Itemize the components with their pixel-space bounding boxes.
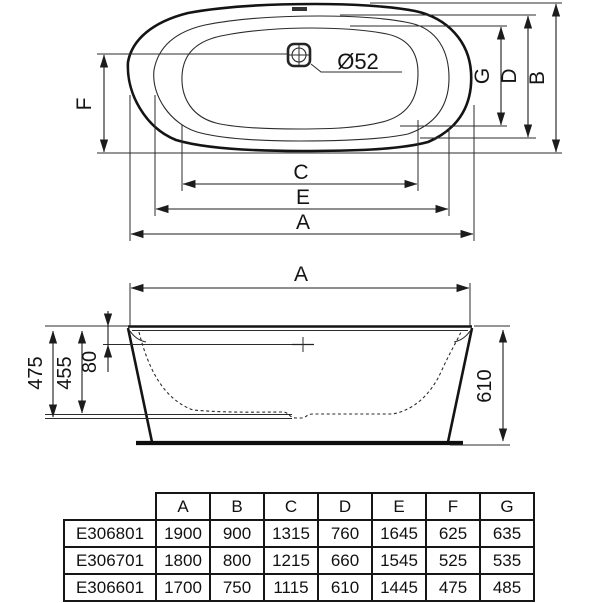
table-cell: 635 [480, 520, 534, 547]
product-code-cell: E306701 [64, 547, 156, 574]
dim-label-a-top: A [295, 211, 311, 234]
table-cell: 535 [480, 547, 534, 574]
table-header-c: C [264, 493, 318, 520]
drain-diameter-label: Ø52 [337, 49, 379, 74]
table-cell: 625 [426, 520, 480, 547]
table-cell: 1900 [156, 520, 210, 547]
dim-label-475: 475 [25, 356, 47, 390]
table-row [64, 574, 534, 601]
table-cell: 760 [318, 520, 372, 547]
dim-label-455: 455 [54, 356, 76, 390]
table-cell: 1545 [372, 547, 426, 574]
table-cell: 475 [426, 574, 480, 601]
table-cell: 660 [318, 547, 372, 574]
table-header-g: G [480, 493, 534, 520]
table-cell: 485 [480, 574, 534, 601]
table-cell: 1215 [264, 547, 318, 574]
dimension-table [63, 492, 535, 602]
table-cell: 800 [210, 547, 264, 574]
table-header-a: A [156, 493, 210, 520]
table-header-b: B [210, 493, 264, 520]
dim-label-g: G [471, 67, 494, 85]
table-cell: 1115 [264, 574, 318, 601]
dim-label-e: E [295, 186, 311, 209]
dim-label-f: F [73, 97, 96, 111]
table-row [64, 520, 534, 547]
table-cell: 1645 [372, 520, 426, 547]
side-view [25, 263, 510, 445]
product-code-cell: E306601 [64, 574, 156, 601]
tub-rim-inner-outline [154, 16, 449, 141]
table-header-row [64, 493, 534, 520]
overflow-mark [292, 7, 307, 11]
dim-label-a-side: A [293, 263, 309, 286]
table-cell: 900 [210, 520, 264, 547]
table-cell: 1800 [156, 547, 210, 574]
dim-label-c: C [293, 161, 309, 184]
left-wall [128, 328, 152, 442]
table-row [64, 547, 534, 574]
table-cell: 1445 [372, 574, 426, 601]
table-cell: 610 [318, 574, 372, 601]
product-code-cell: E306801 [64, 520, 156, 547]
table-cell: 750 [210, 574, 264, 601]
table-header-f: F [426, 493, 480, 520]
centerline-mark [292, 337, 314, 352]
table-corner-blank [64, 493, 156, 520]
table-header-d: D [318, 493, 372, 520]
right-wall [448, 328, 472, 442]
dim-label-b: B [526, 70, 549, 86]
dim-label-80: 80 [79, 350, 101, 374]
top-view [73, 3, 562, 241]
table-cell: 525 [426, 547, 480, 574]
table-cell: 1315 [264, 520, 318, 547]
dim-label-610: 610 [474, 369, 496, 403]
dim-label-d: D [498, 68, 521, 84]
table-header-e: E [372, 493, 426, 520]
drain-symbol [288, 44, 310, 66]
table-cell: 1700 [156, 574, 210, 601]
